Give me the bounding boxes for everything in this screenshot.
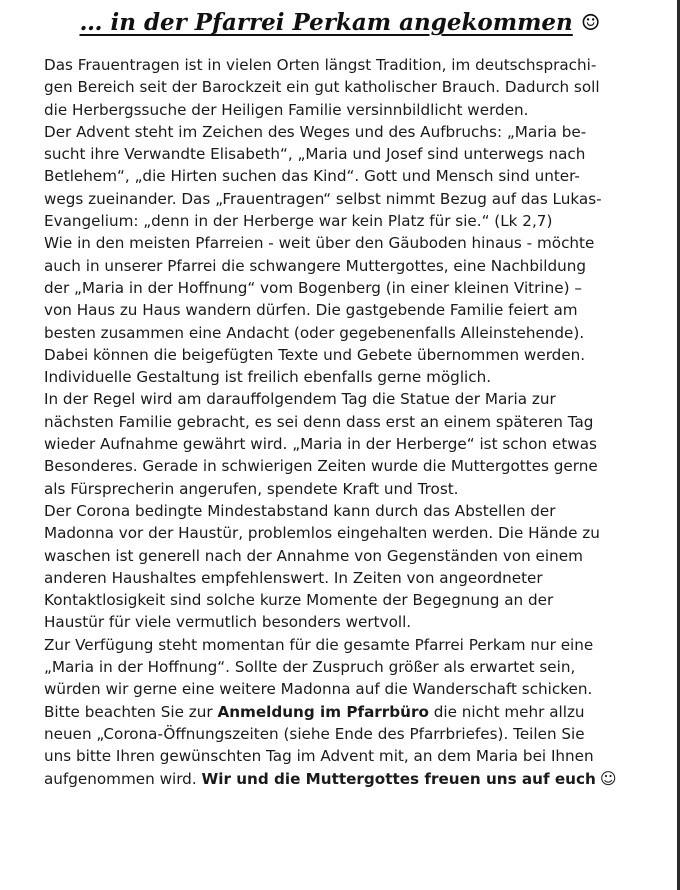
text-line-3: die Herbergssuche der Heiligen Familie versinnbildlicht werden. bbox=[44, 100, 529, 119]
text-line-2: gen Bereich seit der Barockzeit ein gut katholischer Brauch. Dadurch soll bbox=[44, 78, 600, 97]
text-line-17: nächsten Familie gebracht, es sei denn dass erst an einem späteren Tag bbox=[44, 412, 594, 431]
text-line-14: Dabei können die beigefügten Texte und Gebete übernommen werden. bbox=[44, 345, 586, 364]
text-line-26: Haustür für viele vermutlich besonders wertvoll. bbox=[44, 613, 412, 632]
text-line-9: Wie in den meisten Pfarreien - weit über den Gäuboden hinaus - möchte bbox=[44, 234, 595, 253]
line-33-text: aufgenommen wird. bbox=[44, 769, 202, 788]
smiley-icon: ☺ bbox=[580, 11, 601, 36]
text-line-16: In der Regel wird am darauffolgendem Tag die Statue der Maria zur bbox=[44, 390, 556, 409]
text-line-18: wieder Aufnahme gewährt wird. „Maria in der Herberge“ ist schon etwas bbox=[44, 435, 597, 454]
text-line-27: Zur Verfügung steht momentan für die gesamte Pfarrei Perkam nur eine bbox=[44, 635, 594, 654]
text-line-32: uns bitte Ihren gewünschten Tag im Advent mit, an dem Maria bei Ihnen bbox=[44, 747, 594, 766]
line-30-rest: die nicht mehr allzu bbox=[428, 702, 585, 721]
line-30-text: Bitte beachten Sie zur bbox=[44, 702, 218, 721]
text-line-7: wegs zueinander. Das „Frauentragen“ selbst nimmt Bezug auf das Lukas- bbox=[44, 189, 602, 208]
text-line-28: „Maria in der Hoffnung“. Sollte der Zuspruch größer als erwartet sein, bbox=[44, 658, 576, 677]
text-line-23: waschen ist generell nach der Annahme von Gegenständen von einem bbox=[44, 546, 583, 565]
text-line-29: würden wir gerne eine weitere Madonna auf die Wanderschaft schicken. bbox=[44, 680, 593, 699]
text-line-5: sucht ihre Verwandte Elisabeth“, „Maria und Josef sind unterwegs nach bbox=[44, 145, 586, 164]
registration-emphasis: Anmeldung im Pfarrbüro bbox=[217, 702, 429, 721]
text-line-22: Madonna vor der Haustür, problemlos eingehalten werden. Die Hände zu bbox=[44, 524, 600, 543]
text-line-10: auch in unserer Pfarrei die schwangere Muttergottes, eine Nachbildung bbox=[44, 256, 587, 275]
text-line-13: besten zusammen eine Andacht (oder gegebenenfalls Alleinstehende). bbox=[44, 323, 585, 342]
text-line-33 bbox=[44, 768, 676, 790]
text-line-8: Evangelium: „denn in der Herberge war kein Platz für sie.“ (Lk 2,7) bbox=[44, 212, 553, 231]
text-line-21: Der Corona bedingte Mindestabstand kann durch das Abstellen der bbox=[44, 501, 556, 520]
text-line-15: Individuelle Gestaltung ist freilich ebenfalls gerne möglich. bbox=[44, 368, 492, 387]
closing-emphasis: Wir und die Muttergottes freuen uns auf euch bbox=[201, 769, 596, 788]
text-line-4: Der Advent steht im Zeichen des Weges und des Aufbruchs: „Maria be- bbox=[44, 122, 587, 141]
text-line-19: Besonderes. Gerade in schwierigen Zeiten wurde die Muttergottes gerne bbox=[44, 457, 598, 476]
text-line-6: Betlehem“, „die Hirten suchen das Kind“. Gott und Mensch sind unter- bbox=[44, 167, 580, 186]
text-line-31: neuen „Corona-Öffnungszeiten (siehe Ende des Pfarrbriefes). Teilen Sie bbox=[44, 724, 585, 743]
text-line-24: anderen Haushaltes empfehlenswert. In Zeiten von angeordneter bbox=[44, 568, 543, 587]
title-text: … in der Pfarrei Perkam angekommen bbox=[79, 9, 573, 36]
text-line-25: Kontaktlosigkeit sind solche kurze Momente der Begegnung an der bbox=[44, 591, 554, 610]
text-line-11: der „Maria in der Hoffnung“ vom Bogenberg (in einer kleinen Vitrine) – bbox=[44, 278, 582, 297]
text-line-20: als Fürsprecherin angerufen, spendete Kraft und Trost. bbox=[44, 479, 459, 498]
body-text bbox=[44, 54, 676, 790]
text-line-1: Das Frauentragen ist in vielen Orten längst Tradition, im deutschsprachi- bbox=[44, 56, 597, 74]
closing-smiley-icon: ☺ bbox=[599, 768, 617, 788]
text-line-12: von Haus zu Haus wandern dürfen. Die gastgebende Familie feiert am bbox=[44, 301, 578, 320]
text-line-30 bbox=[44, 701, 676, 723]
page-title bbox=[0, 6, 680, 41]
